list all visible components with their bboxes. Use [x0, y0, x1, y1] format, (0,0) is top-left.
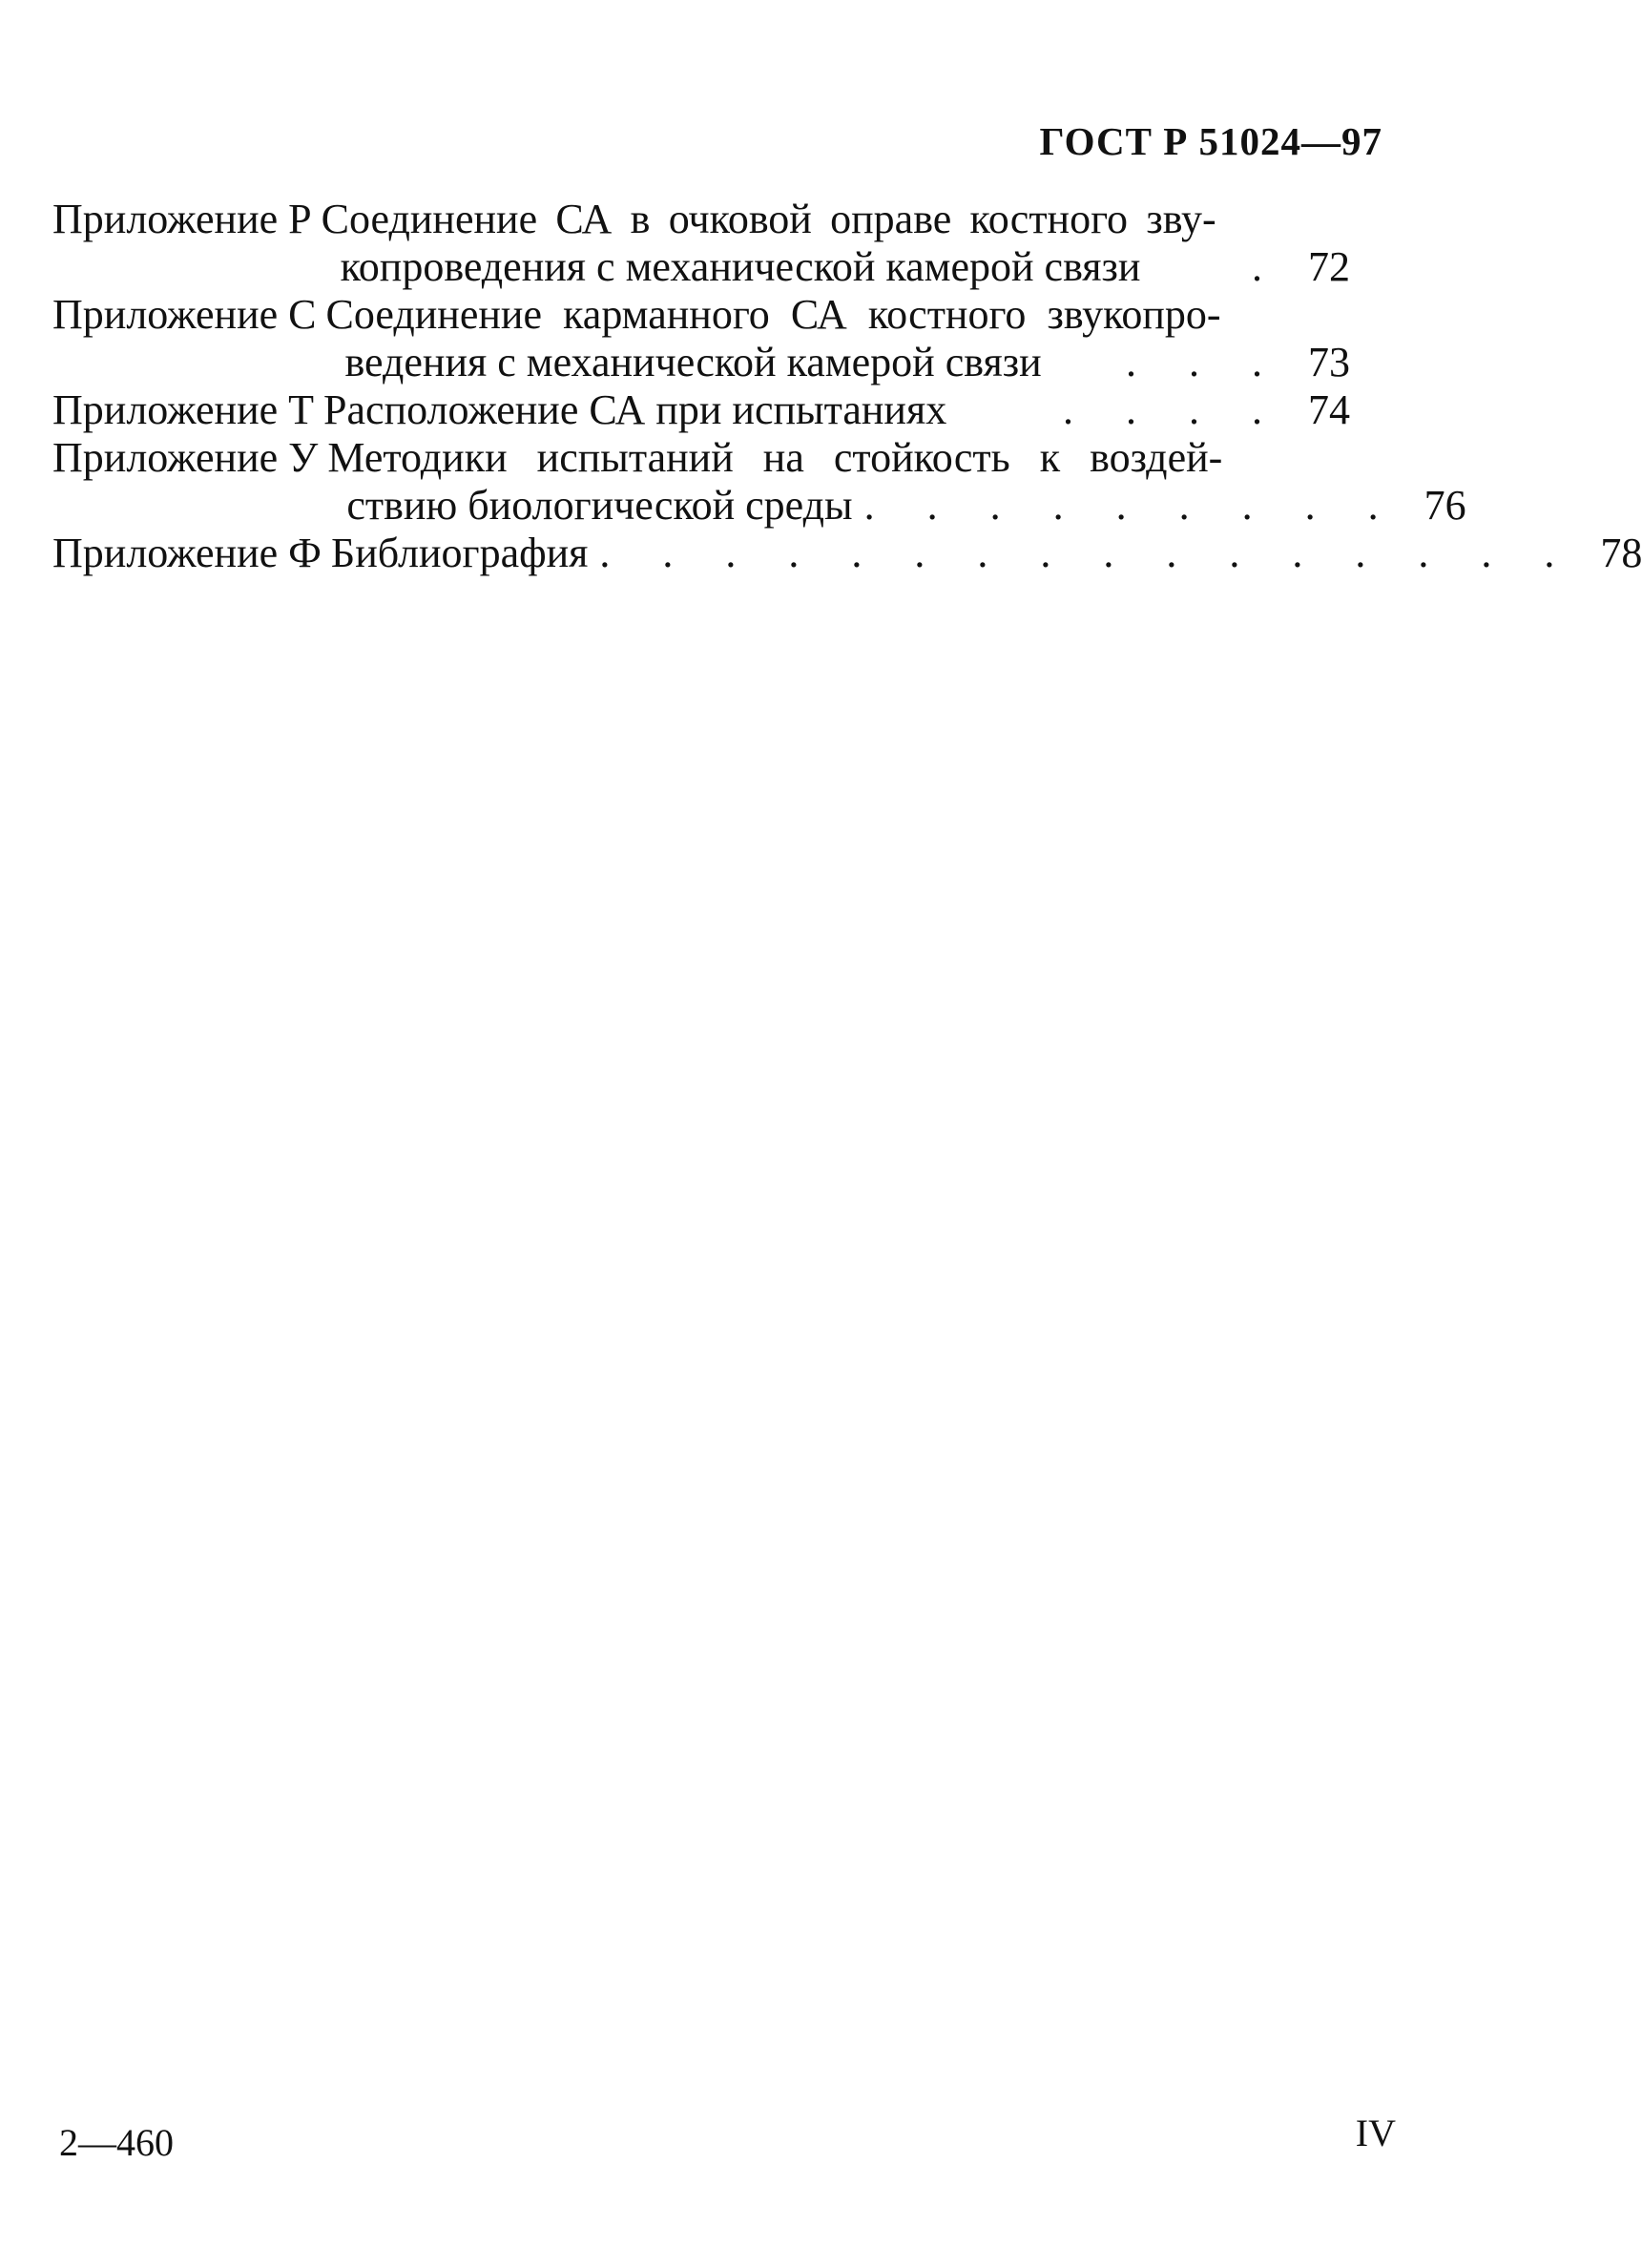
toc-entry-t [52, 386, 1350, 434]
toc-entry-label: Приложение Р [52, 196, 312, 242]
toc-entry-line [322, 196, 1350, 243]
toc-entry-line [323, 386, 1350, 434]
dot-leader: . [1252, 243, 1283, 290]
toc-page-number: 73 [1308, 339, 1350, 385]
dot-leader: . . . . . . . . . . . . . . . . [599, 530, 1576, 576]
toc-entry-line [327, 482, 1465, 530]
toc-page-number: 78 [1600, 530, 1642, 576]
toc-entry-text: копроведения с механической камерой связи [340, 243, 1141, 290]
toc-entry-body [322, 196, 1350, 291]
toc-entry-text: Расположение СА при испытаниях [323, 386, 947, 433]
toc-entry-label: Приложение Ф [52, 530, 322, 576]
toc-entry-text: Библиография [330, 530, 589, 576]
toc-entry-text: ствию биологической среды [346, 482, 853, 529]
toc-entry-body [327, 434, 1465, 530]
table-of-contents [52, 196, 1642, 577]
toc-page-number: 76 [1424, 482, 1466, 529]
toc-entry-r [52, 196, 1350, 291]
toc-entry-label: Приложение У [52, 434, 319, 481]
toc-entry-line [326, 291, 1350, 339]
toc-entry-label: Приложение Т [52, 386, 315, 433]
toc-entry-f [52, 530, 1642, 577]
toc-entry-body [331, 530, 1642, 577]
toc-entry-text: Соединение карманного СА костного звукопро- [325, 291, 1221, 338]
toc-entry-label: Приложение С [52, 291, 317, 338]
toc-entry-u [52, 434, 1466, 530]
toc-entry-line [331, 530, 1642, 577]
toc-entry-text: Методики испытаний на стойкость к воздей- [327, 434, 1223, 481]
toc-entry-text: Соединение СА в очковой оправе костного зву- [321, 196, 1216, 242]
document-header: ГОСТ Р 51024—97 [1039, 119, 1382, 163]
toc-entry-line [326, 339, 1350, 386]
toc-entry-body [323, 386, 1350, 434]
toc-page-number: 72 [1308, 243, 1350, 290]
sheet-number: 2—460 [59, 2121, 174, 2164]
toc-entry-text: ведения с механической камерой связи [344, 339, 1042, 385]
toc-entry-line [322, 243, 1350, 291]
dot-leader: . . . [1126, 339, 1283, 385]
toc-entry-body [326, 291, 1350, 386]
toc-entry-line [327, 434, 1465, 482]
toc-page-number: 74 [1308, 386, 1350, 433]
dot-leader: . . . . . . . . . [863, 482, 1400, 529]
page-number-roman: IV [1355, 2112, 1396, 2154]
toc-entry-s [52, 291, 1350, 386]
dot-leader: . . . . [1063, 386, 1283, 433]
